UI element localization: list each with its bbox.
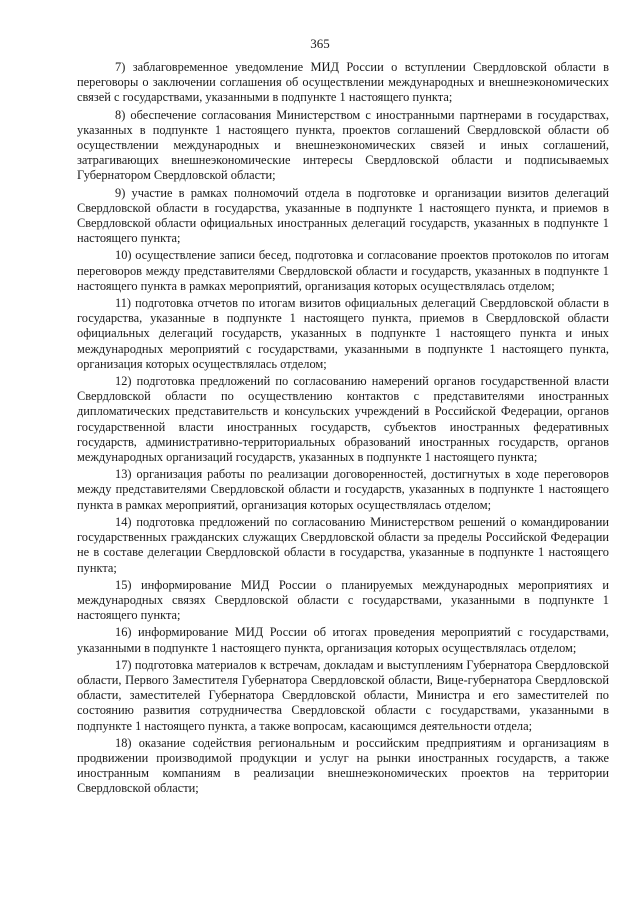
list-item-16: 16) информирование МИД России об итогах проведения мероприятий с государствами, указанными в подпункте 1 настоящего пункта, организация которых осуществлялась отделом; [77,625,609,655]
list-item-18: 18) оказание содействия региональным и российским предприятиям и организациям в продвижении производимой продукции и услуг на рынки иностранных государств, а также иностранным компаниям в реализации внешнеэкономических проектов на территории Свердловской области; [77,735,609,796]
list-item-8: 8) обеспечение согласования Министерством с иностранными партнерами в государствах, указанных в подпункте 1 настоящего пункта, проектов соглашений Свердловской области об осуществлении международных и внешнеэкономических связей и иных соглашений, затрагивающих внешнеэкономические интересы Свердловской области и подписываемых Губернатором Свердловской области; [77,107,609,183]
page-number: 365 [310,36,330,51]
list-item-7: 7) заблаговременное уведомление МИД России о вступлении Свердловской области в переговоры о заключении соглашения об осуществлении международных и внешнеэкономических связей с государствами, указанными в подпункте 1 настоящего пункта; [77,60,609,105]
list-item-14: 14) подготовка предложений по согласованию Министерством решений о командировании государственных гражданских служащих Свердловской области за пределы Российской Федерации не в составе делегации Свердловской области в государства, указанные в подпункте 1 настоящего пункта; [77,514,609,575]
document-body [77,60,609,799]
list-item-10: 10) осуществление записи бесед, подготовка и согласование проектов протоколов по итогам переговоров между представителями Свердловской области и государств, указанных в подпункте 1 настоящего пункта в рамках мероприятий, организация которых осуществлялась отделом; [77,248,609,293]
list-item-9: 9) участие в рамках полномочий отдела в подготовке и организации визитов делегаций Свердловской области в государства, указанные в подпункте 1 настоящего пункта, и приемов в Свердловской области официальных иностранных делегаций государств, указанных в подпункте 1 настоящего пункта; [77,185,609,246]
list-item-15: 15) информирование МИД России о планируемых международных мероприятиях и международных связях Свердловской области с государствами, указанными в подпункте 1 настоящего пункта; [77,577,609,623]
list-item-11: 11) подготовка отчетов по итогам визитов официальных делегаций Свердловской области в государства, указанные в подпункте 1 настоящего пункта, приемов в Свердловской области официальных делегаций государств, указанных в подпункте 1 настоящего пункта и иных международных мероприятий с государствами, указанными в подпункте 1 настоящего пункта, организация которых осуществлялась отделом; [77,296,609,371]
list-item-12: 12) подготовка предложений по согласованию намерений органов государственной власти Свердловской области по осуществлению контактов с представителями иностранных дипломатических представительств и консульских учреждений в Российской Федерации, органов государственной власти иностранных государств, субъектов иностранных федеративных государств, административно-территориальных образований иностранных государств, органов международных организаций государств, указанных в подпункте 1 настоящего пункта; [77,374,609,465]
list-item-17: 17) подготовка материалов к встречам, докладам и выступлениям Губернатора Свердловской области, Первого Заместителя Губернатора Свердловской области, Вице-губернатора Свердловской области, заместителей Губернатора Свердловской области, Министра и его заместителей по состоянию развития сотрудничества Свердловской области с государствами, указанными в подпункте 1 настоящего пункта, а также вопросам, касающимся деятельности отдела; [77,657,609,733]
list-item-13: 13) организация работы по реализации договоренностей, достигнутых в ходе переговоров между представителями Свердловской области и государств, указанных в подпункте 1 настоящего пункта в рамках мероприятий, организация которых осуществлялась отделом; [77,467,609,512]
